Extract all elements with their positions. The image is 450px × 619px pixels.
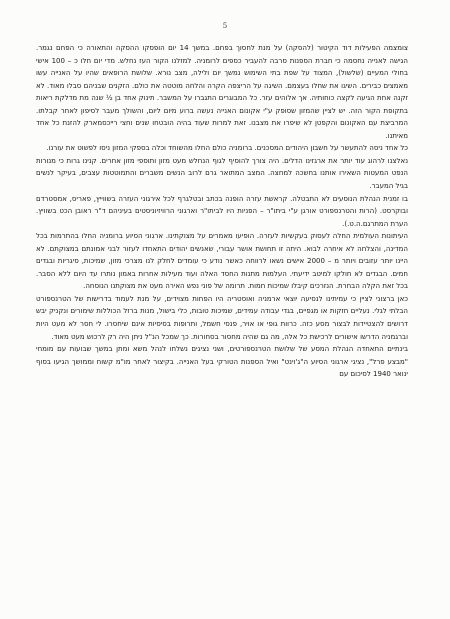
paragraph-7: בינתיים התאחדה הנהלת המסע של שלושת הטרנספורטים, ושני נציגים נשלחו לנהל משא ומתן במשך שבועות עם מומחי "מבצע פרל", נציגי ארגוני הסיוע ה"ג'וינט" ואיל הספנות הטורקי בעל האנייה. בקיצור לאחר מו"מ קשוח וממושך הגיעו בסוף ינואר 1940 לסיכום עם	[36, 345, 408, 379]
paragraph-4: בו זמנית הנהלת הנוסעים לא התבטלה. קראשת עזרה הופנה בכתב ובטלגרף לכל אירגוני העזרה בשווייץ, פאריס, אמסטרדם ובוקרסט. (הרות והטרנספורט אורגן ע"י ביתו"ר – הפניות היו לביתו"ר וארגוני הרוויזיוניסטים בעיניהם ד"ר ראובן הכט בשוויץ. הערת המתרגם.ה.ט.).	[36, 194, 408, 228]
body-text	[36, 42, 408, 381]
paragraph-6: כאן ברצוני לציין כי עמיתינו לנסיעה יוצאי ארמניה ואוסטריה היו הפחות מצוידים, על מנת לעמוד בדרישות של הטרנספורט הבלתי לגלי. נעליים חזקות או מגפיים, בגדי עבודה עמידים, שמיכות טובות, כלי בישול, מנות ברזל הכוללות שימורים ונקניק יבש דרושים להצטיידות לבצור מסע כזה. כרוות גופי או אויר, פנסי חשמל, ותרופות בסיסיות אינם שיחסרו. לי חסר לא מעט היות וברגמניה הדרשו אישורים לרכישת כל אלה, מה גם שהיה מחסור בסחורות. כך שמכל הנ"ל ניתן היה רק לרכוש מעט מאוד.	[36, 294, 408, 341]
paragraph-1: צומצמה הפעילות דוד הקיטור (להסקה) על מנת לחסוך בפחם. במשך 14 יום הופסקו ההסקה והתאורה כי הפחם נגמר. הגישה לאנייה נחסמה כי חברת הספנות סרבה להעביר כספים לרומניה. למזלנו הקור העז נחלש. מדי יום חלו כ – 100 אישי בחולי המעיים (שלשול), המצוד על שפת בתי השימוש נמשך יום ולילה, מצב נורא. שלושת הרופאים שהיו על האנייה עשו מאמצים כבירים. השיגו את שחלו בעצמם. השיגה על הריצפה הקרה והלחה מוטטה את כולם. הזקנים שבניהם סבלו מאוד. לא זקנה אחת הגיעה לקצה כוחותיה. אך אלוהים עזר. כל המבוגרים התגברו על המשבר. תינוק אחד בן ½ שנה מת מדלקת ריאות בתקופת הקור הזה. יש לציין שהמזון שסופק ע"י אקונום האנייה נעשה ברוע מיום ליום, והשולך מעבר לסיפון לאחר קבלתו. המרביצת עם האקונום והקפטן לא שיפרו את מצבנו. זאת למרות שעוד בהיה הובטחו שנים וחצי רייכסמארק להזנת כל אחד מאיתנו.	[36, 44, 409, 140]
paragraph-2: כל אחד ניסה להתעשר על חשבון היהודים המסכנים. ברומניה כולם החלו מהשוחד וכלה בספקי המזון ניסו לפשוט את עורנו.	[46, 144, 408, 153]
paragraph-3: נאלצנו לרהוג עוד יותר את ארגזינו הדלים. היה צורך להוסיף לגוף הנחלש מעט מזון ותוספי מזון אחרים. קנינו גרות כי מנורות הנפט המעטות השאירו אותנו בחשכה למחצה. המצב המתואר גרם לרוב הנשים משברים והתמוטטות עצבים, בעיקר לנשים בגיל המעבר.	[36, 156, 408, 191]
page-number: 5	[222, 22, 228, 30]
paragraph-5: העיתונות העולמית החלה לעסוק בעקשיות לעזרה. הופיעו מאמרים על מצוקתינו. ארגוני הסיוע ברומניה החלו בהתרמות בכל המדינה, והצלחה לא איחרה לבוא. היתה זו תחושת אושר עבורי, שאנשים יהודים התאחדו לעזור לבני אמונתם במצוקתם. לא היינו יותר עזובים ויותר מ – 2000 אישים נשאו לרווחה כאשר נודע כי עומדים לחלק לנו מצרכי מזון, שמיכות, סיגריות ובגדים חמים. הבגדים לא חולקו למיטב ידיעתי. העלמות מתנות החסד האלה ועוד מעילות אחרות באמון נותרו עד היום ללא הסבר. בכל זאת הקלה הבחרת. הנזרכים קיבלו שמיכות חמות. תרומה של פוני נפש האירה מעט את מצוקתנו הנוסחה.	[36, 232, 409, 291]
